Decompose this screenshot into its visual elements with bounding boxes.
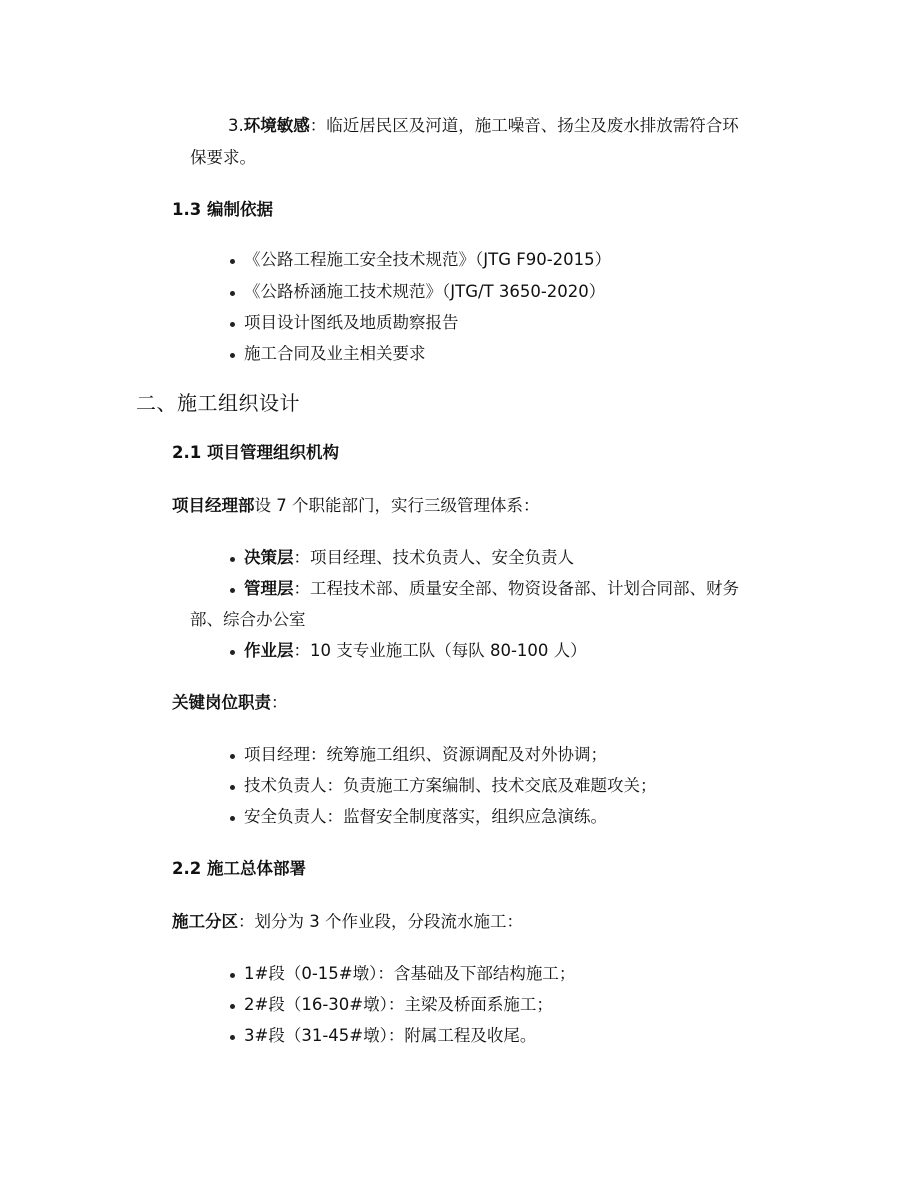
list-item: 技术负责人：负责施工方案编制、技术交底及难题攻关； <box>244 776 657 795</box>
bullet-dot <box>230 1035 235 1040</box>
s22-intro-bold: 施工分区 <box>172 912 238 931</box>
env-text-1: ：临近居民区及河道，施工噪音、扬尘及废水排放需符合环 <box>309 116 739 135</box>
list-item-continuation: 部、综合办公室 <box>190 610 306 629</box>
list-item <box>244 548 574 568</box>
chapter-title-2: 二、施工组织设计 <box>136 391 300 415</box>
bullet-dot <box>230 353 235 358</box>
s21-intro-bold: 项目经理部 <box>172 496 255 515</box>
level-label: 作业层 <box>244 641 294 660</box>
s21-intro <box>172 496 540 516</box>
s21-intro-text: 设 7 个职能部门，实行三级管理体系： <box>254 496 540 515</box>
level-text: ：工程技术部、质量安全部、物资设备部、计划合同部、财务 <box>293 579 739 598</box>
bullet-dot <box>230 816 235 821</box>
list-item: 项目设计图纸及地质勘察报告 <box>244 313 459 332</box>
list-item: 施工合同及业主相关要求 <box>244 344 426 363</box>
bullet-dot <box>230 1004 235 1009</box>
bullet-dot <box>230 557 235 562</box>
duties-intro <box>172 693 288 713</box>
level-label: 管理层 <box>244 579 294 598</box>
list-item: 《公路工程施工安全技术规范》（JTG F90-2015） <box>244 250 612 269</box>
env-label: 环境敏感 <box>243 116 310 135</box>
list-item: 项目经理：统筹施工组织、资源调配及对外协调； <box>244 745 607 764</box>
bullet-dot <box>230 650 235 655</box>
env-line-1 <box>228 116 739 136</box>
bullet-dot <box>230 259 235 264</box>
env-number: 3. <box>228 116 244 135</box>
list-item <box>244 579 739 599</box>
bullet-dot <box>230 785 235 790</box>
level-text: ：10 支专业施工队（每队 80-100 人） <box>293 641 587 660</box>
list-item: 2#段（16-30#墩）：主梁及桥面系施工； <box>244 995 553 1014</box>
level-label: 决策层 <box>244 548 294 567</box>
duties-intro-text: ： <box>271 693 288 712</box>
list-item <box>244 641 587 661</box>
list-item: 《公路桥涵施工技术规范》（JTG/T 3650-2020） <box>244 282 606 301</box>
list-item: 1#段（0-15#墩）：含基础及下部结构施工； <box>244 964 576 983</box>
section-title-1-3: 1.3 编制依据 <box>172 200 273 219</box>
s22-intro <box>172 912 523 932</box>
section-title-2-1: 2.1 项目管理组织机构 <box>172 443 339 462</box>
list-item: 安全负责人：监督安全制度落实，组织应急演练。 <box>244 807 607 826</box>
duties-intro-bold: 关键岗位职责 <box>172 693 271 712</box>
s22-intro-text: ：划分为 3 个作业段，分段流水施工： <box>238 912 523 931</box>
env-line-2: 保要求。 <box>190 148 256 167</box>
bullet-dot <box>230 973 235 978</box>
bullet-dot <box>230 588 235 593</box>
bullet-dot <box>230 322 235 327</box>
bullet-dot <box>230 291 235 296</box>
level-text: ：项目经理、技术负责人、安全负责人 <box>293 548 574 567</box>
list-item: 3#段（31-45#墩）：附属工程及收尾。 <box>244 1026 537 1045</box>
bullet-dot <box>230 754 235 759</box>
section-title-2-2: 2.2 施工总体部署 <box>172 859 306 878</box>
